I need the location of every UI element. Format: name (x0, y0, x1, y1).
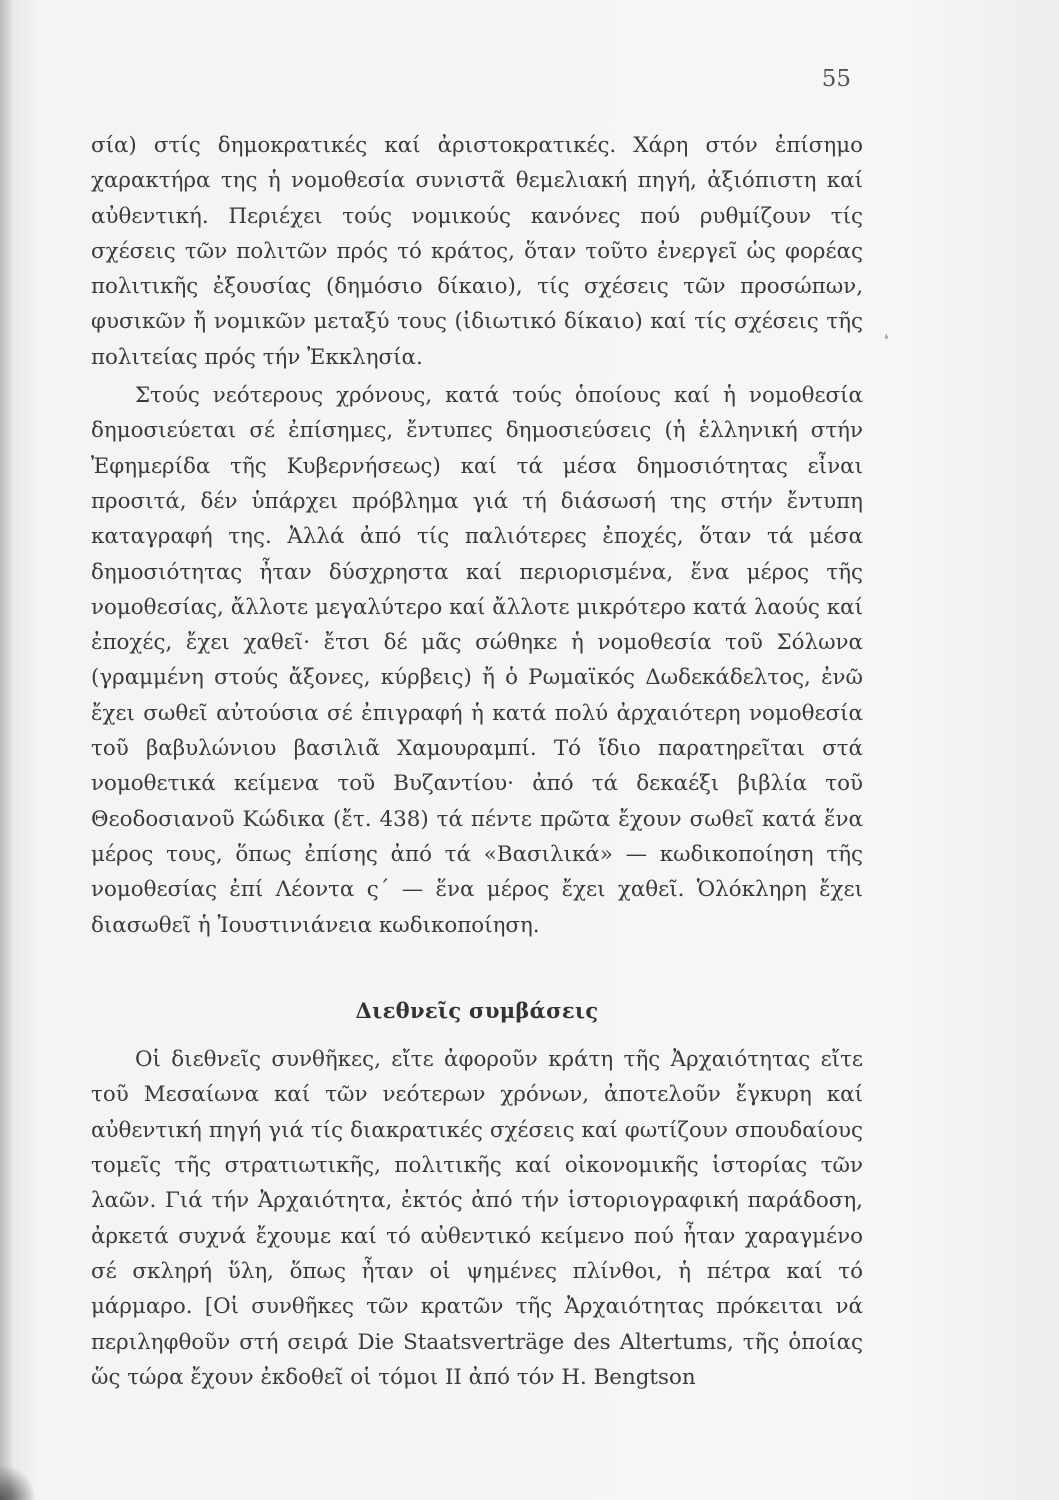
body-text (91, 128, 863, 1395)
paragraph-2: Στούς νεότερους χρόνους, κατά τούς ὁποίους καί ἡ νομοθεσία δημοσιεύεται σέ ἐπίσημες, ἔντυπες δημοσιεύσεις (ἡ ἑλληνική στήν Ἐφημερίδα τῆς Κυβερνήσεως) καί τά μέσα δημοσιότητας εἶναι προσιτά, δέν ὑπάρχει πρόβλημα γιά τή διάσωσή της στήν ἔντυπη καταγραφή της. Ἀλλά ἀπό τίς παλιότερες ἐποχές, ὅταν τά μέσα δημοσιότητας ἦταν δύσχρηστα καί περιορισμένα, ἕνα μέρος τῆς νομοθεσίας, ἄλλοτε μεγαλύτερο καί ἄλλοτε μικρότερο κατά λαούς καί ἐποχές, ἔχει χαθεῖ· ἔτσι δέ μᾶς σώθηκε ἡ νομοθεσία τοῦ Σόλωνα (γραμμένη στούς ἄξονες, κύρβεις) ἤ ὁ Ρωμαϊκός Δωδεκάδελτος, ἐνῶ ἔχει σωθεῖ αὐτούσια σέ ἐπιγραφή ἡ κατά πολύ ἀρχαιότερη νομοθεσία τοῦ βαβυλώνιου βασιλιᾶ Χαμουραμπί. Τό ἴδιο παρατηρεῖται στά νομοθετικά κείμενα τοῦ Βυζαντίου· ἀπό τά δεκαέξι βιβλία τοῦ Θεοδοσιανοῦ Κώδικα (ἔτ. 438) τά πέντε πρῶτα ἔχουν σωθεῖ κατά ἕνα μέρος τους, ὅπως ἐπίσης ἀπό τά «Βασιλικά» — κωδικοποίηση τῆς νομοθεσίας ἐπί Λέοντα ς΄ — ἕνα μέρος ἔχει χαθεῖ. Ὁλόκληρη ἔχει διασωθεῖ ἡ Ἰουστινιάνεια κωδικοποίηση. (91, 383, 863, 938)
binding-shadow (0, 0, 14, 1500)
scan-corner-shadow (0, 1460, 40, 1500)
margin-mark: ❛ (884, 332, 889, 348)
page-number: 55 (821, 66, 851, 92)
paragraph-1: σία) στίς δημοκρατικές καί ἀριστοκρατικές. Χάρη στόν ἐπίσημο χαρακτήρα της ἡ νομοθεσία συνιστᾶ θεμελιακή πηγή, ἀξιόπιστη καί αὐθεντική. Περιέχει τούς νομικούς κανόνες πού ρυθμίζουν τίς σχέσεις τῶν πολιτῶν πρός τό κράτος, ὅταν τοῦτο ἐνεργεῖ ὡς φορέας πολιτικῆς ἐξουσίας (δημόσιο δίκαιο), τίς σχέσεις τῶν προσώπων, φυσικῶν ἤ νομικῶν μεταξύ τους (ἰδιωτικό δίκαιο) καί τίς σχέσεις τῆς πολιτείας πρός τήν Ἐκκλησία. (91, 133, 863, 370)
paragraph-3: Οἱ διεθνεῖς συνθῆκες, εἴτε ἀφοροῦν κράτη τῆς Ἀρχαιότητας εἴτε τοῦ Μεσαίωνα καί τῶν νεότερων χρόνων, ἀποτελοῦν ἔγκυρη καί αὐθεντική πηγή γιά τίς διακρατικές σχέσεις καί φωτίζουν σπουδαίους τομεῖς τῆς στρατιωτικῆς, πολιτικῆς καί οἰκονομικῆς ἱστορίας τῶν λαῶν. Γιά τήν Ἀρχαιότητα, ἐκτός ἀπό τήν ἱστοριογραφική παράδοση, ἀρκετά συχνά ἔχουμε καί τό αὐθεντικό κείμενο πού ἦταν χαραγμένο σέ σκληρή ὕλη, ὅπως ἦταν οἱ ψημένες πλίνθοι, ἡ πέτρα καί τό μάρμαρο. [Οἱ συνθῆκες τῶν κρατῶν τῆς Ἀρχαιότητας πρόκειται νά περιληφθοῦν στή σειρά Die Staatsverträge des Altertums, τῆς ὁποίας ὥς τώρα ἔχουν ἐκδοθεῖ οἱ τόμοι II ἀπό τόν H. Bengtson (91, 1047, 863, 1390)
section-heading: Διεθνεῖς συμβάσεις (355, 997, 599, 1023)
